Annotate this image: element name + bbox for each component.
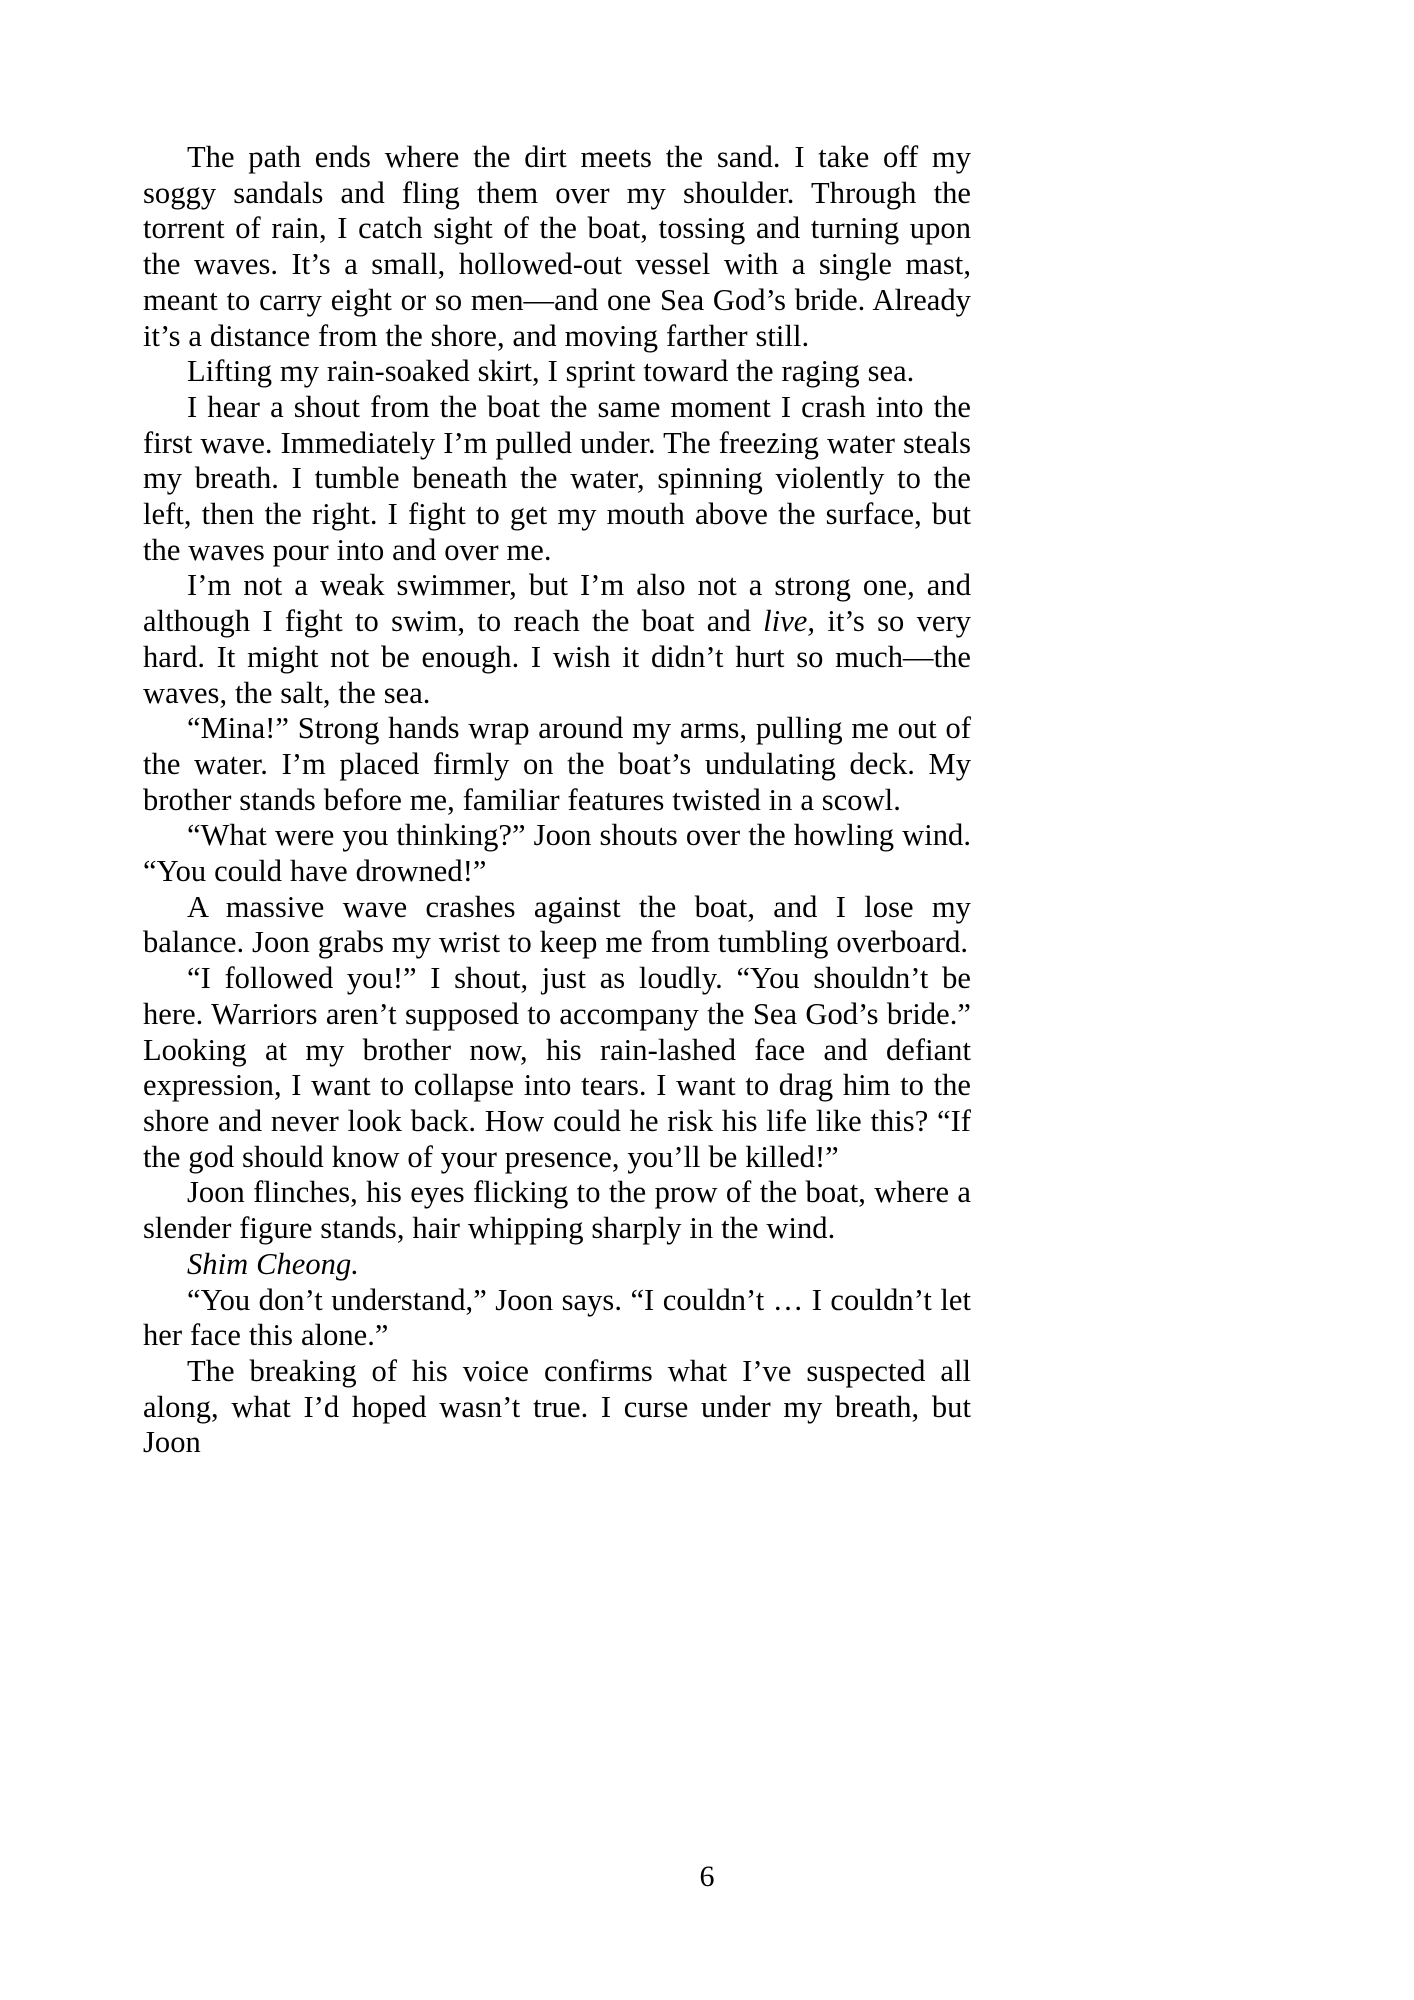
paragraph-4-text-after-emphasis: it’s so very hard. It might not be enough. I wish it didn’t hurt so much—the waves, the salt, the sea. — [143, 604, 971, 710]
paragraph-6: “What were you thinking?” Joon shouts over the howling wind. “You could have drowned!” — [143, 818, 971, 889]
paragraph-4-text-before-emphasis: I’m not a weak swimmer, but I’m also not a strong one, and although I fight to swim, to reach the boat and — [143, 568, 971, 639]
emphasis-shim-cheong: Shim Cheong. — [187, 1246, 359, 1281]
paragraph-3: I hear a shout from the boat the same moment I crash into the first wave. Immediately I’m pulled under. The freezing water steals my breath. I tumble beneath the water, spinning violently to the left, then the right. I fight to get my mouth above the surface, but the waves pour into and over me. — [143, 389, 971, 567]
paragraph-12: The breaking of his voice confirms what I’ve suspected all along, what I’d hoped wasn’t true. I curse under my breath, but Joon — [143, 1353, 971, 1460]
paragraph-8: “I followed you!” I shout, just as loudly. “You shouldn’t be here. Warriors aren’t supposed to accompany the Sea God’s bride.” Looking at my brother now, his rain-lashed face and defiant expression, I want to collapse into tears. I want to drag him to the shore and never look back. How could he risk his life like this? “If the god should know of your presence, you’ll be killed!” — [143, 961, 971, 1174]
paragraph-10 — [143, 1247, 971, 1283]
page-number: 6 — [699, 1860, 715, 1893]
paragraph-9: Joon flinches, his eyes flicking to the prow of the boat, where a slender figure stands, hair whipping sharply in the wind. — [143, 1175, 971, 1246]
paragraph-5: “Mina!” Strong hands wrap around my arms, pulling me out of the water. I’m placed firmly on the boat’s undulating deck. My brother stands before me, familiar features twisted in a scowl. — [143, 711, 971, 817]
paragraph-1: The path ends where the dirt meets the sand. I take off my soggy sandals and fling them over my shoulder. Through the torrent of rain, I catch sight of the boat, tossing and turning upon the waves. It’s a small, hollowed-out vessel with a single mast, meant to carry eight or so men—and one Sea God’s bride. Already it’s a distance from the shore, and moving farther still. — [143, 140, 971, 353]
paragraph-7: A massive wave crashes against the boat, and I lose my balance. Joon grabs my wrist to keep me from tumbling overboard. — [143, 889, 971, 960]
paragraph-4 — [143, 568, 971, 711]
page-body-text — [143, 140, 971, 1461]
paragraph-11: “You don’t understand,” Joon says. “I couldn’t … I couldn’t let her face this alone.” — [143, 1282, 971, 1353]
emphasis-live: live, — [763, 604, 816, 639]
paragraph-2: Lifting my rain-soaked skirt, I sprint toward the raging sea. — [187, 354, 915, 389]
